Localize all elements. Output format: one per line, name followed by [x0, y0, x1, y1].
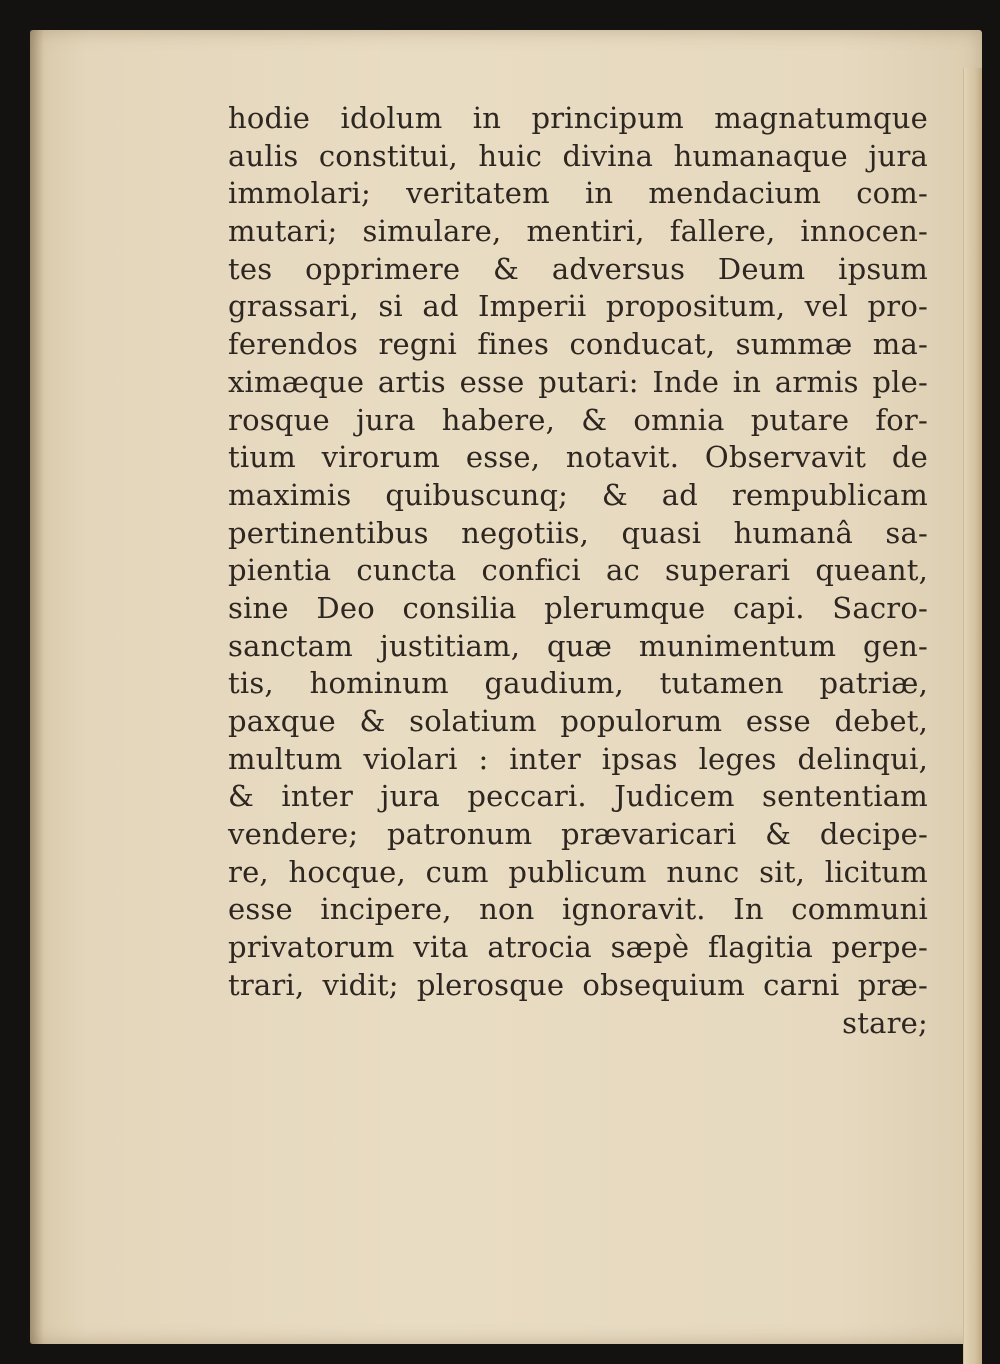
- text-line: sine Deo consilia plerumque capi. Sacro-: [228, 590, 928, 625]
- text-line: re, hocque, cum publicum nunc sit, licitum: [228, 854, 928, 889]
- text-line: paxque & solatium populorum esse debet,: [228, 704, 928, 738]
- text-line: privatorum vita atrocia sæpè flagitia perpe-: [228, 930, 928, 965]
- text-line: grassari, si ad Imperii propositum, vel pro-: [228, 289, 928, 324]
- binding-gutter: [30, 30, 44, 1344]
- text-line: aulis constitui, huic divina humanaque jura: [228, 138, 928, 173]
- text-line: tium virorum esse, notavit. Observavit de: [228, 440, 928, 475]
- text-line: ximæque artis esse putari: Inde in armis ple-: [228, 364, 928, 399]
- text-line: tis, hominum gaudium, tutamen patriæ,: [228, 666, 928, 701]
- text-line: sanctam justitiam, quæ munimentum gen-: [228, 628, 928, 663]
- page-edge: [963, 68, 982, 1364]
- text-line: vendere; patronum prævaricari & decipe-: [228, 817, 928, 852]
- text-line: ferendos regni fines conducat, summæ ma-: [228, 327, 928, 362]
- text-line: maximis quibuscunq; & ad rempublicam: [228, 477, 928, 512]
- text-line: & inter jura peccari. Judicem sententiam: [228, 779, 928, 814]
- text-line: multum violari : inter ipsas leges delinqui,: [228, 741, 928, 776]
- text-line: hodie idolum in principum magnatumque: [228, 101, 928, 135]
- text-line: tes opprimere & adversus Deum ipsum: [228, 251, 928, 286]
- text-line: rosque jura habere, & omnia putare for-: [228, 402, 928, 437]
- text-line: pientia cuncta confici ac superari queant,: [228, 553, 928, 588]
- text-line: mutari; simulare, mentiri, fallere, innocen-: [228, 214, 928, 249]
- latin-text-block: [228, 100, 928, 1042]
- text-line: trari, vidit; plerosque obsequium carni præ-: [228, 967, 928, 1002]
- catchword-line: stare;: [842, 1005, 928, 1040]
- text-line: immolari; veritatem in mendacium com-: [228, 176, 928, 211]
- text-line: pertinentibus negotiis, quasi humanâ sa-: [228, 515, 928, 550]
- text-line: esse incipere, non ignoravit. In communi: [228, 892, 928, 927]
